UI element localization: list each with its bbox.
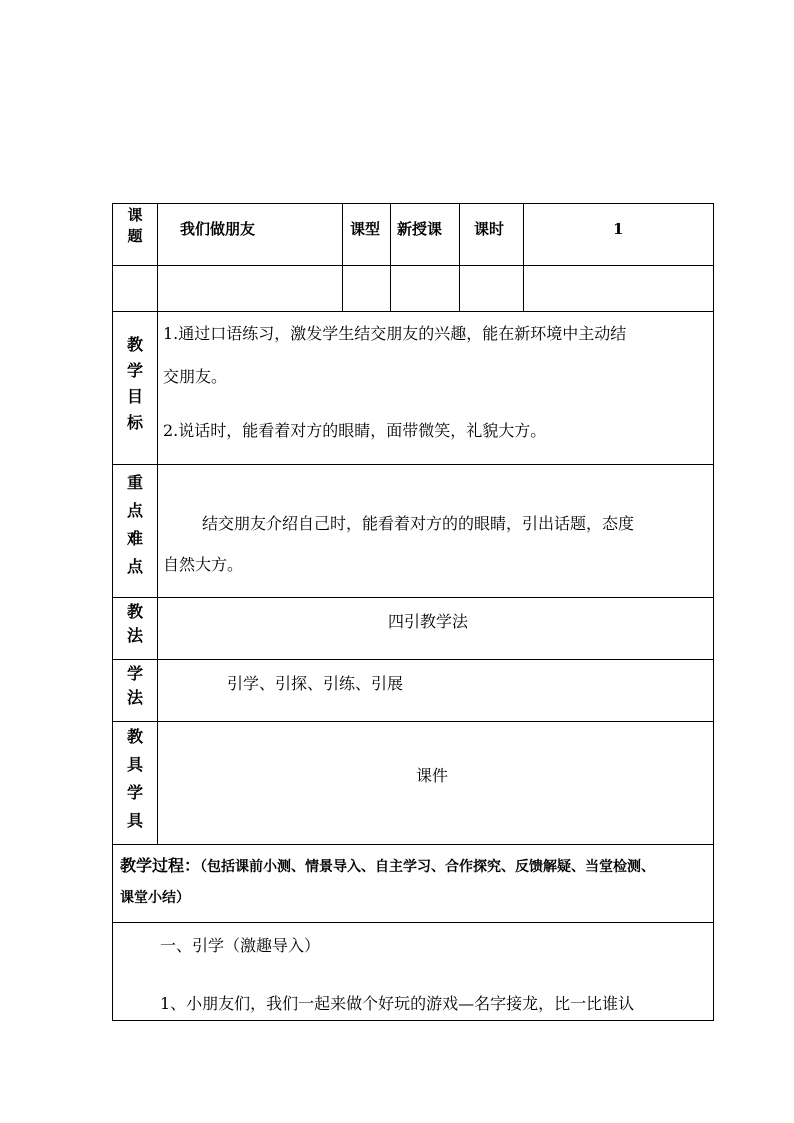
table-border-bottom bbox=[112, 1020, 714, 1021]
row-divider bbox=[112, 597, 714, 598]
row-divider bbox=[112, 311, 714, 312]
topic-label-char: 题 bbox=[127, 227, 143, 245]
type-label: 课型 bbox=[350, 220, 381, 238]
process-detail-b: 课堂小结） bbox=[120, 890, 190, 906]
objectives-label-char: 教 bbox=[126, 335, 143, 354]
table-border-top bbox=[112, 203, 714, 204]
objectives-label-char: 标 bbox=[126, 413, 143, 432]
header-column-divider bbox=[523, 203, 524, 312]
process-title: 教学过程： bbox=[120, 856, 201, 875]
tools-label-char: 具 bbox=[126, 755, 143, 774]
item-1-text: 1、小朋友们，我们一起来做个好玩的游戏—名字接龙，比一比谁认 bbox=[160, 994, 635, 1013]
objectives-label bbox=[120, 332, 150, 436]
key-points-line-1: 结交朋友介绍自己时，能看着对方的的眼睛，引出话题，态度 bbox=[202, 514, 635, 533]
tools-label-char: 教 bbox=[126, 727, 143, 746]
type-value: 新授课 bbox=[397, 220, 443, 238]
hours-value: 1 bbox=[613, 220, 624, 238]
learning-method-label-char: 学 bbox=[126, 664, 143, 683]
topic-label-char: 课 bbox=[127, 206, 143, 224]
key-points-label-char: 点 bbox=[126, 501, 143, 520]
header-column-divider bbox=[390, 203, 391, 312]
table-border-left bbox=[112, 203, 113, 1021]
learning-method-value: 引学、引探、引练、引展 bbox=[227, 674, 404, 693]
topic-label bbox=[120, 205, 150, 247]
tools-label bbox=[120, 723, 150, 835]
hours-label: 课时 bbox=[474, 220, 505, 238]
learning-method-label bbox=[120, 662, 150, 710]
objective-line-1a: 1.通过口语练习，激发学生结交朋友的兴趣，能在新环境中主动结 bbox=[163, 324, 627, 343]
header-column-divider bbox=[459, 203, 460, 312]
teaching-method-value: 四引教学法 bbox=[388, 612, 469, 631]
process-detail-a: （包括课前小测、情景导入、自主学习、合作探究、反馈解疑、当堂检测、 bbox=[200, 859, 656, 875]
section-1-heading: 一、引学（激趣导入） bbox=[160, 936, 321, 955]
row-divider bbox=[112, 922, 714, 923]
tools-value: 课件 bbox=[416, 766, 449, 785]
learning-method-label-char: 法 bbox=[126, 688, 143, 707]
row-divider bbox=[112, 265, 714, 266]
table-border-right bbox=[713, 203, 714, 1021]
objective-line-1b: 交朋友。 bbox=[163, 367, 228, 386]
row-divider bbox=[112, 659, 714, 660]
objectives-label-char: 学 bbox=[126, 361, 143, 380]
key-points-label-char: 点 bbox=[126, 557, 143, 576]
topic-value: 我们做朋友 bbox=[180, 220, 256, 238]
row-divider bbox=[112, 721, 714, 722]
objectives-label-char: 目 bbox=[126, 387, 143, 406]
tools-label-char: 学 bbox=[126, 783, 143, 802]
row-divider bbox=[112, 844, 714, 845]
teaching-method-label-char: 教 bbox=[126, 602, 143, 621]
objective-line-2: 2.说话时，能看着对方的眼睛，面带微笑，礼貌大方。 bbox=[163, 421, 547, 440]
key-points-label-char: 难 bbox=[126, 529, 143, 548]
key-points-line-2: 自然大方。 bbox=[163, 555, 244, 574]
teaching-method-label bbox=[120, 600, 150, 648]
header-column-divider bbox=[342, 203, 343, 312]
key-points-label bbox=[120, 469, 150, 581]
row-divider bbox=[112, 464, 714, 465]
tools-label-char: 具 bbox=[126, 811, 143, 830]
teaching-method-label-char: 法 bbox=[126, 626, 143, 645]
label-column-divider bbox=[157, 203, 158, 845]
process-heading bbox=[120, 852, 655, 881]
key-points-label-char: 重 bbox=[126, 473, 143, 492]
